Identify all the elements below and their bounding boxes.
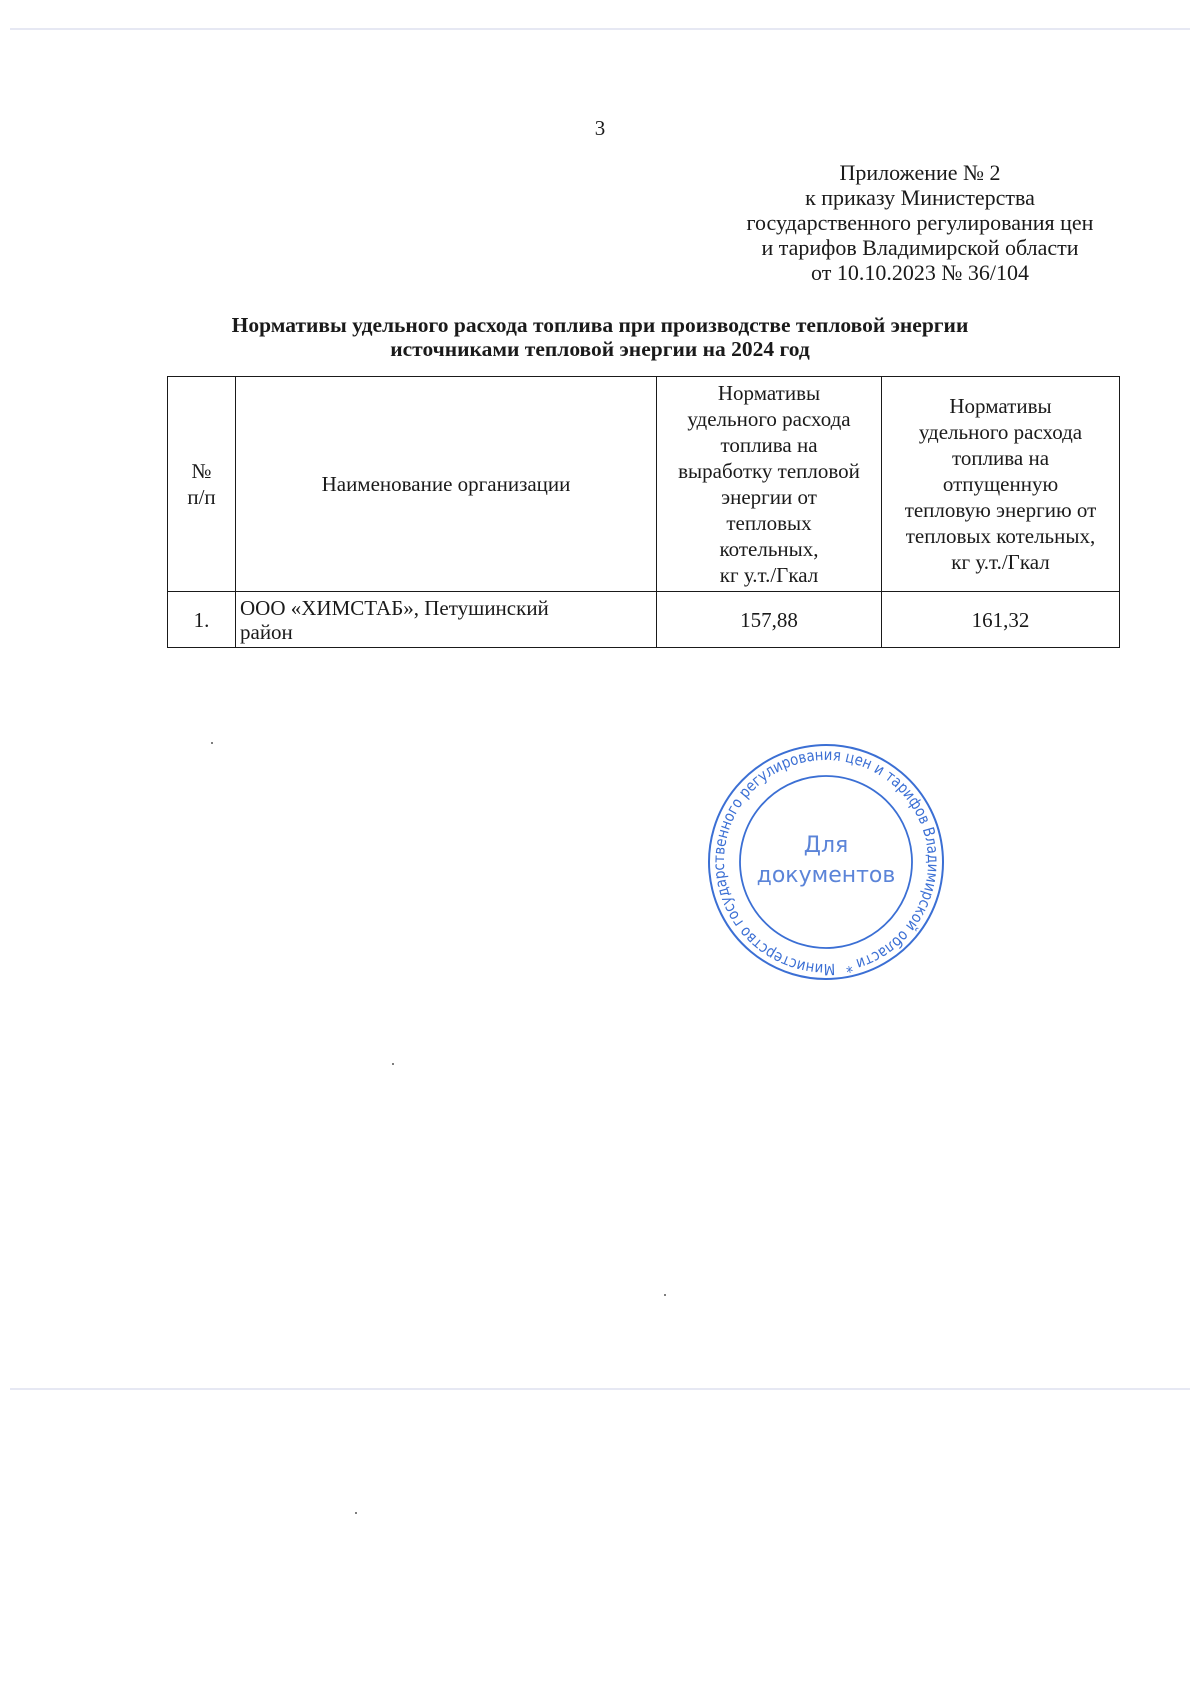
appendix-line: государственного регулирования цен bbox=[746, 210, 1094, 235]
appendix-line: Приложение № 2 bbox=[839, 160, 1001, 185]
page-number: 3 bbox=[594, 116, 606, 140]
scan-artifact-line bbox=[10, 1388, 1190, 1390]
header-num: № п/п bbox=[168, 377, 236, 592]
table-row bbox=[168, 592, 1120, 648]
scan-speck bbox=[355, 1512, 357, 1514]
appendix-line: к приказу Министерства bbox=[805, 185, 1035, 210]
title-line: источниками тепловой энергии на 2024 год bbox=[390, 337, 810, 361]
row-production-value: 157,88 bbox=[657, 592, 882, 648]
stamp-center-line2: документов bbox=[756, 863, 896, 888]
table-header-row bbox=[168, 377, 1120, 592]
stamp-outer-circle bbox=[706, 742, 946, 982]
stamp-ring-text: Министерство государственного регулирования цен и тарифов Владимирской области * bbox=[709, 745, 943, 979]
norms-table bbox=[167, 376, 1120, 648]
appendix-line: и тарифов Владимирской области bbox=[761, 235, 1079, 260]
row-organization: ООО «ХИМСТАБ», Петушинский район bbox=[236, 592, 657, 648]
title-line: Нормативы удельного расхода топлива при производстве тепловой энергии bbox=[231, 313, 969, 337]
row-number: 1. bbox=[168, 592, 236, 648]
header-production-norm: Нормативы удельного расхода топлива на выработку тепловой энергии от тепловых котельных, кг у.т./Гкал bbox=[657, 377, 882, 592]
scan-speck bbox=[211, 742, 213, 744]
row-supplied-value: 161,32 bbox=[882, 592, 1120, 648]
scan-speck bbox=[392, 1063, 394, 1065]
official-stamp bbox=[706, 742, 946, 982]
appendix-block bbox=[690, 160, 1150, 285]
scan-speck bbox=[664, 1294, 666, 1296]
header-organization: Наименование организации bbox=[236, 377, 657, 592]
appendix-line: от 10.10.2023 № 36/104 bbox=[811, 260, 1029, 285]
document-title bbox=[160, 313, 1040, 361]
stamp-ring bbox=[706, 742, 946, 982]
scan-artifact-line bbox=[10, 28, 1190, 30]
stamp-inner-circle bbox=[733, 769, 919, 955]
stamp-center-line1: Для bbox=[803, 833, 849, 858]
header-supplied-norm: Нормативы удельного расхода топлива на отпущенную тепловую энергию от тепловых котельных, кг у.т./Гкал bbox=[882, 377, 1120, 592]
